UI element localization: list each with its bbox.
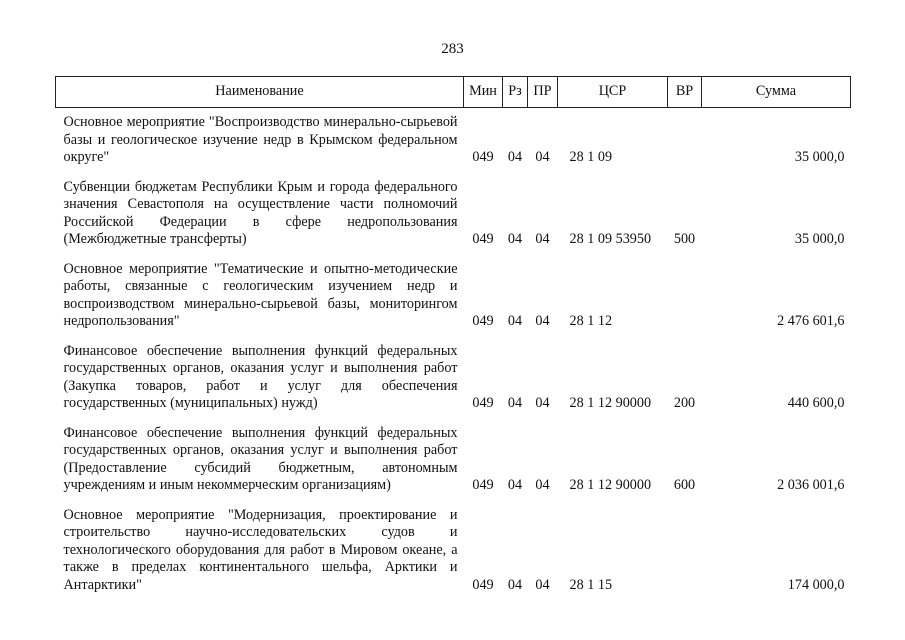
row-pr: 04 <box>535 231 550 247</box>
table-header-row <box>56 77 851 108</box>
row-csr: 28 1 12 <box>569 313 613 329</box>
row-sum: 2 036 001,6 <box>777 477 845 493</box>
header-vr: ВР <box>668 77 702 108</box>
row-csr: 28 1 12 90000 <box>569 395 652 411</box>
row-csr: 28 1 12 90000 <box>569 477 652 493</box>
row-vr: 500 <box>673 231 696 247</box>
row-min: 049 <box>472 477 494 493</box>
row-name: Основное мероприятие "Тематические и опытно-методические работы, связанные с геологическим изучением недр и воспроизводством минерально-сырьевой базы, мониторингом недропользования" <box>63 260 458 329</box>
table-row <box>56 343 851 413</box>
row-sum: 35 000,0 <box>794 231 845 247</box>
row-pr: 04 <box>535 477 550 493</box>
header-pr: ПР <box>528 77 558 108</box>
row-name: Субвенции бюджетам Республики Крым и города федерального значения Севастополя на осуществление части полномочий Российской Федерации в сфере недропользования (Межбюджетные трансферты) <box>63 178 458 247</box>
row-vr: 200 <box>673 395 696 411</box>
header-min: Мин <box>464 77 503 108</box>
row-csr: 28 1 09 53950 <box>569 231 652 247</box>
row-vr <box>668 261 702 331</box>
row-rz: 04 <box>507 576 523 593</box>
row-vr <box>668 114 702 167</box>
row-name: Финансовое обеспечение выполнения функций федеральных государственных органов, оказания услуг и выполнения работ (Предоставление субсидий бюджетным, автономным учреждениям и иным некоммерческим организациям) <box>63 424 458 493</box>
header-rz: Рз <box>503 77 528 108</box>
table-row <box>56 114 851 167</box>
header-sum: Сумма <box>702 77 851 108</box>
row-pr: 04 <box>535 149 550 165</box>
row-rz: 04 <box>507 395 523 411</box>
row-rz: 04 <box>507 477 523 493</box>
row-sum: 2 476 601,6 <box>777 313 845 329</box>
row-min: 049 <box>472 313 494 329</box>
row-rz: 04 <box>507 313 523 329</box>
table-row <box>56 179 851 249</box>
row-name: Финансовое обеспечение выполнения функций федеральных государственных органов, оказания услуг и выполнения работ (Закупка товаров, работ и услуг для обеспечения государственных (муниципальных) нужд) <box>63 342 458 411</box>
table-row <box>56 261 851 331</box>
row-min: 049 <box>472 231 494 247</box>
budget-table <box>55 76 851 594</box>
row-sum: 174 000,0 <box>787 576 845 593</box>
row-name: Основное мероприятие "Воспроизводство минерально-сырьевой базы и геологическое изучение недр в Крымском федеральном округе" <box>63 114 458 165</box>
row-name: Основное мероприятие "Модернизация, проектирование и строительство научно-исследовательских судов и технологического оборудования для работ в Мировом океане, а также в пределах континентального шельфа, Арктики и Антарктики" <box>63 506 458 593</box>
row-csr: 28 1 15 <box>569 576 613 593</box>
row-pr: 04 <box>535 395 550 411</box>
row-sum: 35 000,0 <box>794 149 845 165</box>
table-row <box>56 507 851 595</box>
table-row <box>56 425 851 495</box>
page-number: 283 <box>441 41 464 57</box>
row-min: 049 <box>472 576 494 593</box>
row-rz: 04 <box>507 231 523 247</box>
row-pr: 04 <box>535 576 550 593</box>
header-csr: ЦСР <box>558 77 668 108</box>
row-rz: 04 <box>507 149 523 165</box>
row-min: 049 <box>472 395 494 411</box>
row-pr: 04 <box>535 313 550 329</box>
row-csr: 28 1 09 <box>569 149 613 165</box>
row-sum: 440 600,0 <box>787 395 845 411</box>
row-vr: 600 <box>673 477 696 493</box>
row-vr <box>668 507 702 595</box>
row-min: 049 <box>472 149 494 165</box>
header-name: Наименование <box>56 77 464 108</box>
